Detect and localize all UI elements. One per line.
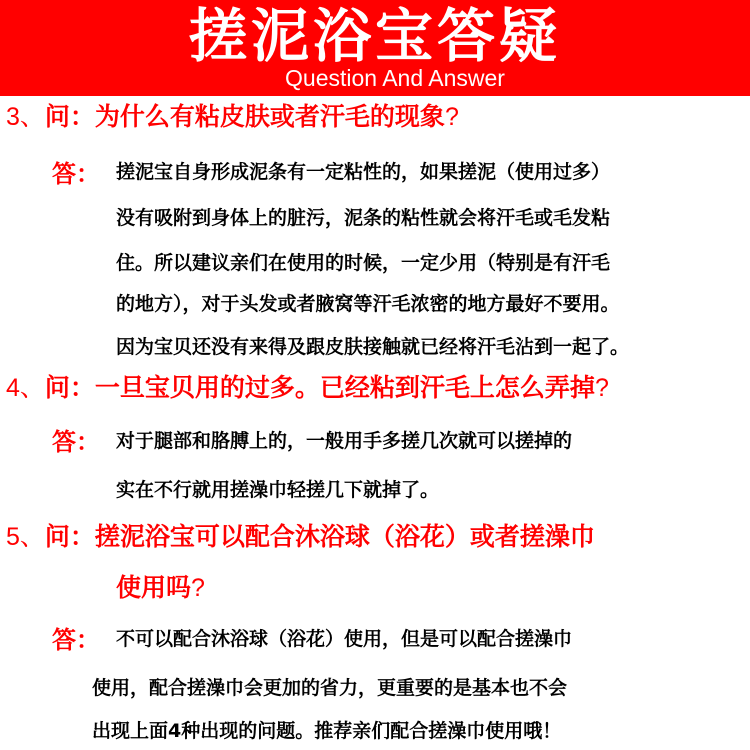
answer-4-line-1: 对于腿部和胳膊上的，一般用手多搓几次就可以搓掉的 xyxy=(116,430,573,452)
answer-label: 答： xyxy=(52,428,100,456)
page-subtitle: Question And Answer xyxy=(285,65,505,91)
answer-5-line-1: 不可以配合沐浴球（浴花）使用，但是可以配合搓澡巾 xyxy=(116,628,573,650)
header-banner xyxy=(0,0,750,96)
question-text: 一旦宝贝用的过多。已经粘到汗毛上怎么弄掉 xyxy=(94,373,595,402)
question-mark: ? xyxy=(444,103,459,131)
question-prefix: 问： xyxy=(44,522,95,551)
question-mark: ? xyxy=(191,574,205,602)
question-5 xyxy=(6,520,595,554)
question-number: 3、 xyxy=(6,103,45,131)
question-text: 搓泥浴宝可以配合沐浴球（浴花）或者搓澡巾 xyxy=(94,522,595,551)
answer-3-line-1: 搓泥宝自身形成泥条有一定粘性的，如果搓泥（使用过多） xyxy=(116,161,611,183)
question-4 xyxy=(6,371,609,405)
answer-3-line-4: 的地方），对于头发或者腋窝等汗毛浓密的地方最好不要用。 xyxy=(116,293,620,315)
question-3 xyxy=(6,100,459,134)
question-5-line-2 xyxy=(116,571,205,605)
answer-4-line-2: 实在不行就用搓澡巾轻搓几下就掉了。 xyxy=(116,479,440,501)
answer-3-line-2: 没有吸附到身体上的脏污，泥条的粘性就会将汗毛或毛发粘 xyxy=(116,207,611,229)
answer-label: 答： xyxy=(52,626,100,654)
answer-label: 答： xyxy=(52,160,100,188)
question-text: 为什么有粘皮肤或者汗毛的现象 xyxy=(94,102,445,131)
question-mark: ? xyxy=(594,374,609,402)
answer-3-line-5: 因为宝贝还没有来得及跟皮肤接触就已经将汗毛沾到一起了。 xyxy=(116,336,630,358)
answer-3-line-3: 住。所以建议亲们在使用的时候，一定少用（特别是有汗毛 xyxy=(116,252,611,274)
question-number: 4、 xyxy=(6,374,45,402)
answer-5-line-2: 使用，配合搓澡巾会更加的省力，更重要的是基本也不会 xyxy=(92,677,568,699)
question-text: 使用吗 xyxy=(116,573,192,602)
answer-5-line-3: 出现上面4种出现的问题。推荐亲们配合搓澡巾使用哦！ xyxy=(92,720,562,742)
page-title: 搓泥浴宝答疑 xyxy=(188,2,561,70)
question-prefix: 问： xyxy=(44,102,95,131)
question-number: 5、 xyxy=(6,523,45,551)
question-prefix: 问： xyxy=(44,373,95,402)
